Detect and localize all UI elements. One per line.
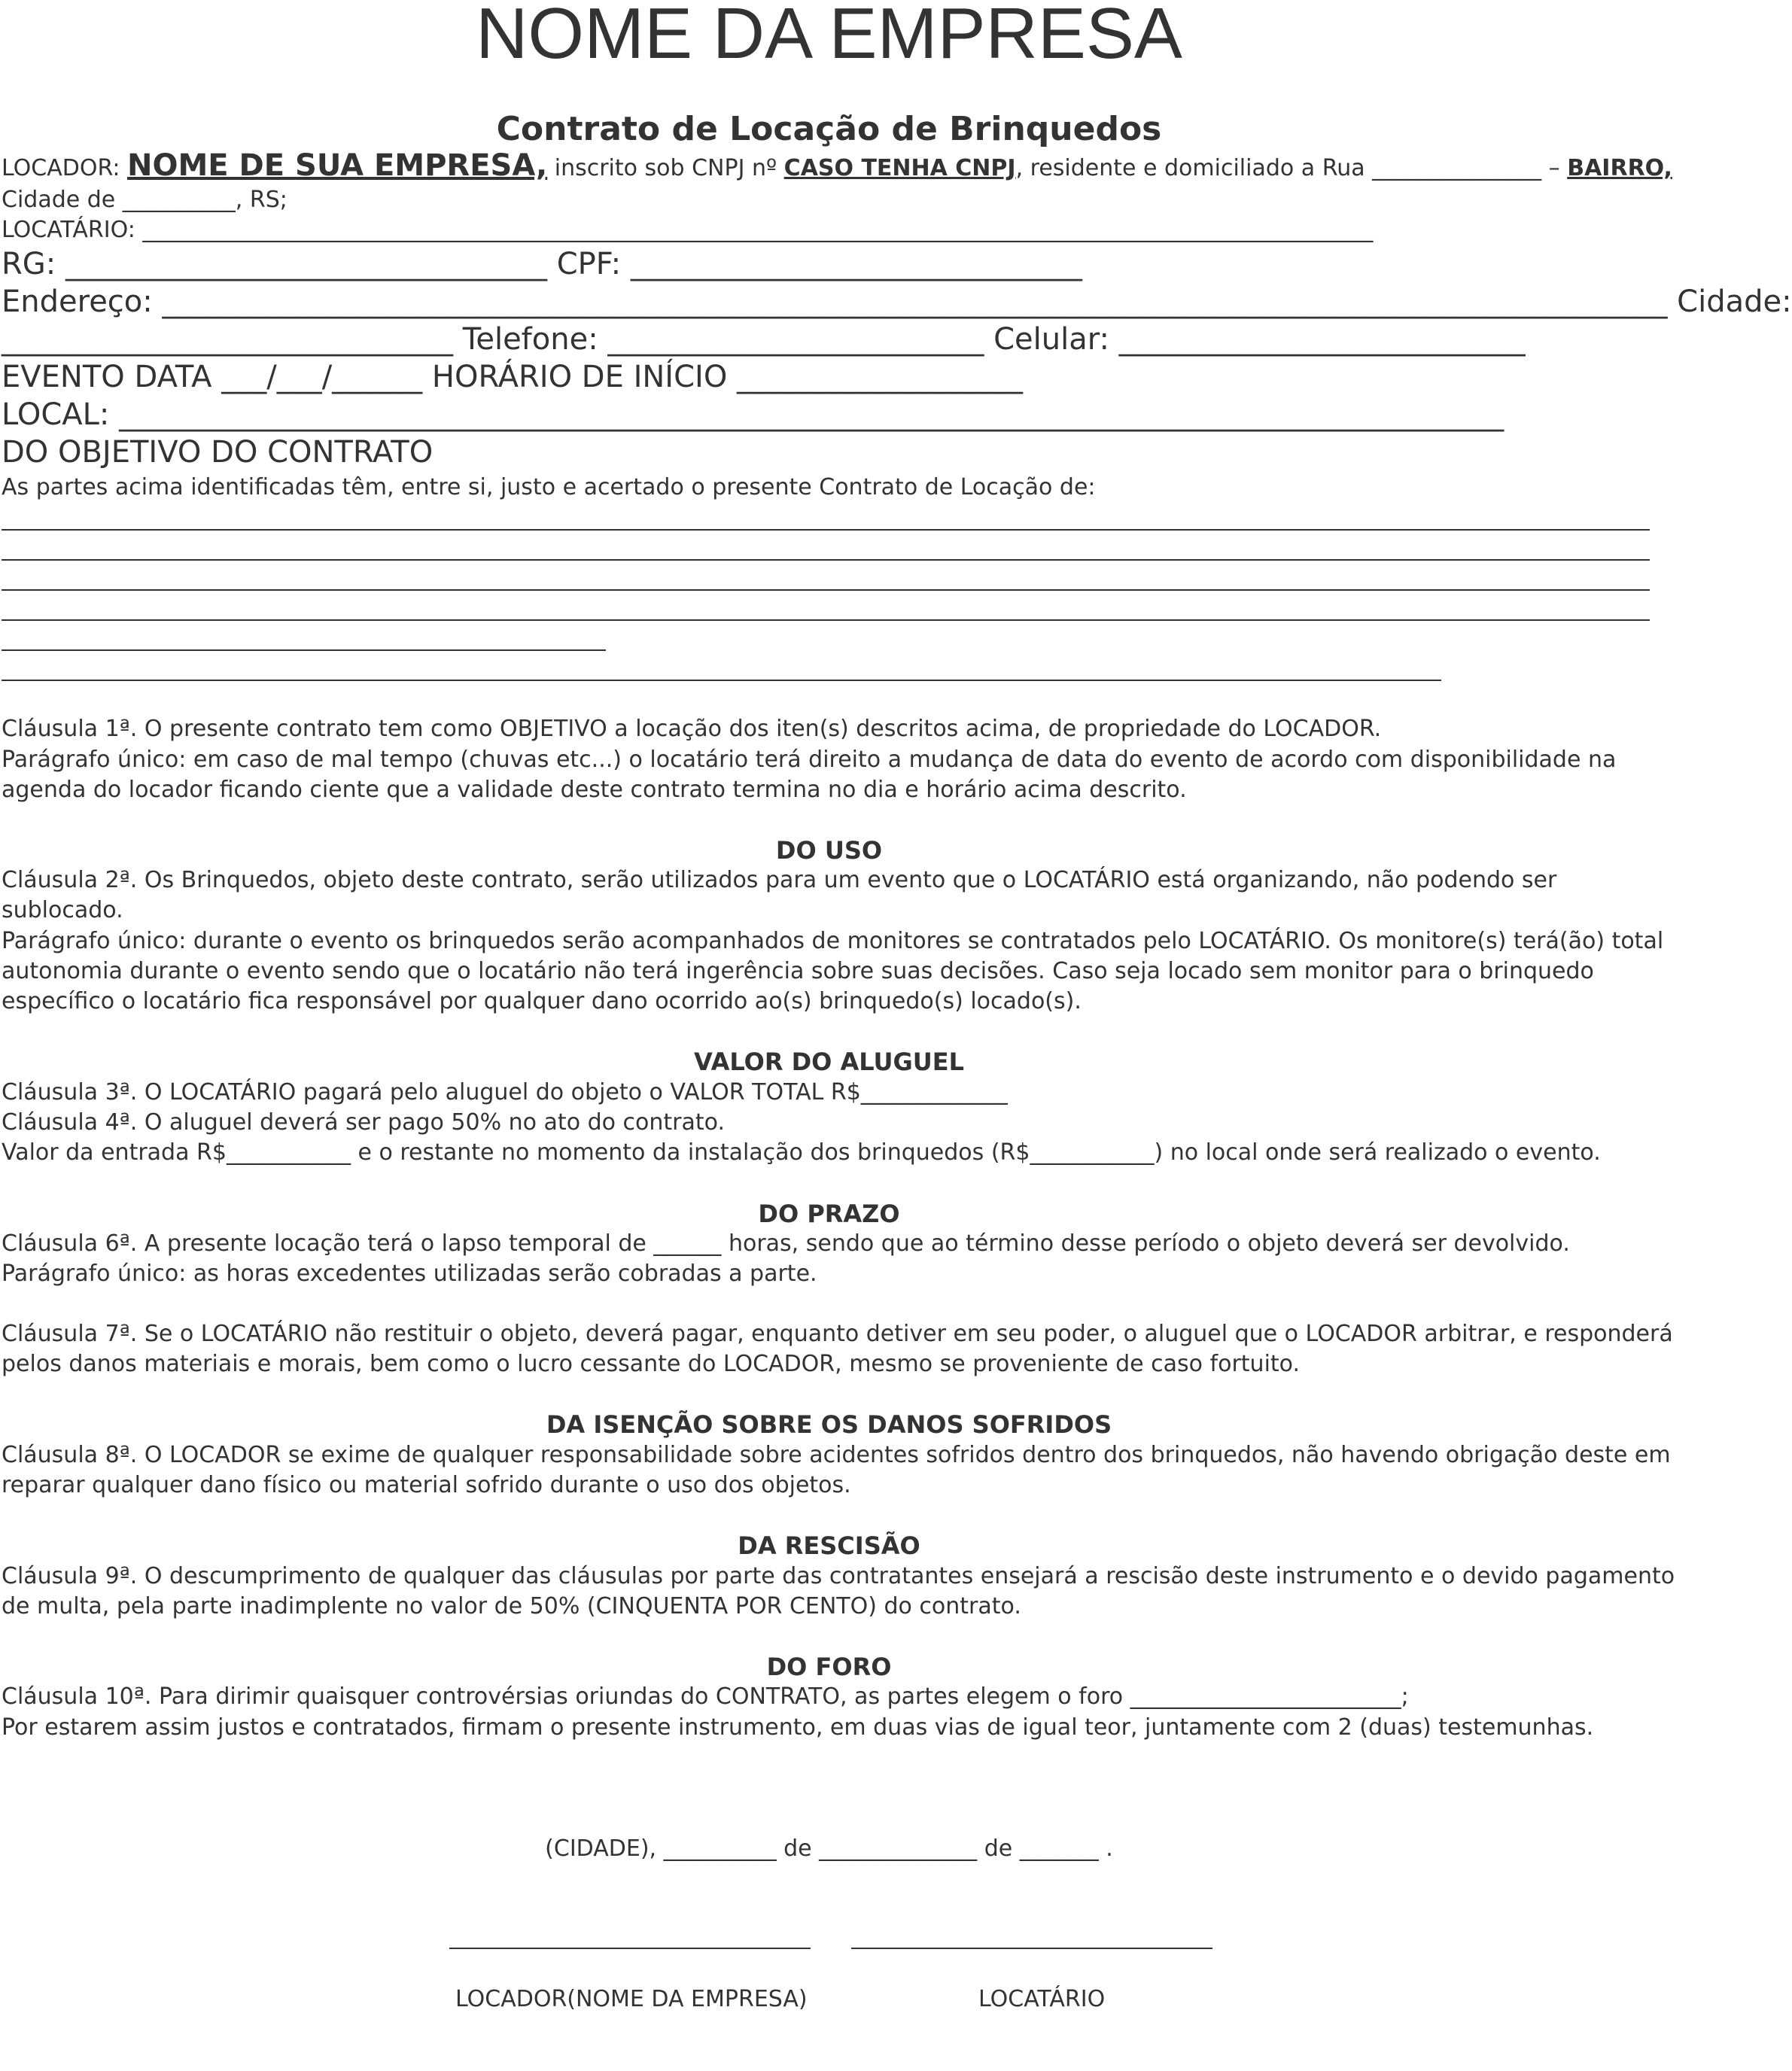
blank-line-5: [2, 649, 606, 651]
clause-10: Cláusula 10ª. Para dirimir quaisquer controvérsias oriundas do CONTRATO, as partes elegem o foro ________________________;: [2, 1683, 1409, 1710]
contract-title: Contrato de Locação de Brinquedos: [496, 110, 1162, 148]
endereco-line: Endereço: ____________________________________________________________________________________________________ Cidade:: [2, 284, 1792, 319]
entrada-line: Valor da entrada R$___________ e o restante no momento da instalação dos brinquedos (R$___________) no local onde será realizado o evento.: [2, 1139, 1601, 1166]
company-title: NOME DA EMPRESA: [476, 0, 1182, 74]
local-line: LOCAL: ____________________________________________________________________________________________: [2, 397, 1504, 432]
heading-do-prazo: DO PRAZO: [758, 1200, 900, 1228]
clause-9-line-2: de multa, pela parte inadimplente no valor de 50% (CINQUENTA POR CENTO) do contrato.: [2, 1593, 1021, 1619]
locador-prefix: LOCADOR:: [2, 155, 128, 181]
clause-8-line-1: Cláusula 8ª. O LOCADOR se exime de qualquer responsabilidade sobre acidentes sofridos dentro dos brinquedos, não havendo obrigação deste em: [2, 1442, 1671, 1468]
clause-4: Cláusula 4ª. O aluguel deverá ser pago 50% no ato do contrato.: [2, 1109, 725, 1136]
locador-cnpj-text: inscrito sob CNPJ nº: [547, 155, 784, 181]
locatario-signature-line: [851, 1948, 1212, 1949]
objetivo-heading: DO OBJETIVO DO CONTRATO: [2, 435, 434, 470]
locador-signature-label: LOCADOR(NOME DA EMPRESA): [455, 1986, 808, 2012]
clause-7-line-2: pelos danos materiais e morais, bem como o lucro cessante do LOCADOR, mesmo se proveniente de caso fortuito.: [2, 1351, 1301, 1377]
clause-1: Cláusula 1ª. O presente contrato tem como OBJETIVO a locação dos iten(s) descritos acima, de propriedade do LOCADOR.: [2, 716, 1382, 742]
closing-statement: Por estarem assim justos e contratados, firmam o presente instrumento, em duas vias de igual teor, juntamente com 2 (duas) testemunhas.: [2, 1714, 1594, 1741]
locador-bairro: BAIRRO,: [1567, 155, 1672, 181]
locatario-line: LOCATÁRIO: _____________________________________________________________________________________________________________: [2, 217, 1374, 243]
clause-2-paragraph-line-1: Parágrafo único: durante o evento os brinquedos serão acompanhados de monitores se contratados pelo LOCATÁRIO. Os monitore(s) terá(ão) total: [2, 928, 1664, 954]
telefone-celular-line: ______________________________ Telefone: _________________________ Celular: ___________________________: [2, 322, 1526, 357]
clause-6-paragraph: Parágrafo único: as horas excedentes utilizadas serão cobradas a parte.: [2, 1261, 817, 1287]
clause-1-paragraph-line-2: agenda do locador ficando ciente que a validade deste contrato termina no dia e horário acima descrito.: [2, 777, 1187, 803]
clause-8-line-2: reparar qualquer dano físico ou material sofrido durante o uso dos objetos.: [2, 1472, 851, 1498]
clause-7-line-1: Cláusula 7ª. Se o LOCATÁRIO não restituir o objeto, deverá pagar, enquanto detiver em seu poder, o aluguel que o LOCADOR arbitrar, e responderá: [2, 1321, 1673, 1347]
locatario-signature-label: LOCATÁRIO: [978, 1986, 1106, 2012]
blank-line-2: [2, 559, 1650, 561]
clause-9-line-1: Cláusula 9ª. O descumprimento de qualquer das cláusulas por parte das contratantes ensejará a rescisão deste instrumento e o devido pagamento: [2, 1563, 1675, 1589]
clause-3: Cláusula 3ª. O LOCATÁRIO pagará pelo aluguel do objeto o VALOR TOTAL R$_____________: [2, 1079, 1008, 1105]
heading-da-isencao: DA ISENÇÃO SOBRE OS DANOS SOFRIDOS: [546, 1410, 1112, 1439]
heading-valor-do-aluguel: VALOR DO ALUGUEL: [694, 1048, 964, 1076]
clause-2-paragraph-line-2: autonomia durante o evento sendo que o locatário não terá ingerência sobre suas decisões. Caso seja locado sem monitor para o brinquedo: [2, 958, 1594, 984]
clause-2-paragraph-line-3: específico o locatário fica responsável por qualquer dano ocorrido ao(s) brinquedo(s) locado(s).: [2, 988, 1082, 1014]
clause-2-line-2: sublocado.: [2, 897, 123, 923]
blank-line-3: [2, 589, 1650, 591]
blank-line-6: [2, 680, 1441, 681]
signature-date-line: (CIDADE), __________ de ______________ de _______ .: [545, 1835, 1113, 1862]
clause-6: Cláusula 6ª. A presente locação terá o lapso temporal de ______ horas, sendo que ao término desse período o objeto deverá ser devolvido.: [2, 1230, 1570, 1257]
evento-line: EVENTO DATA ___/___/______ HORÁRIO DE INÍCIO ___________________: [2, 360, 1024, 394]
locador-company-name: NOME DE SUA EMPRESA,: [127, 148, 548, 183]
objetivo-text: As partes acima identificadas têm, entre si, justo e acertado o presente Contrato de Locação de:: [2, 474, 1096, 500]
heading-do-foro: DO FORO: [766, 1653, 892, 1681]
clause-2-line-1: Cláusula 2ª. Os Brinquedos, objeto deste contrato, serão utilizados para um evento que o LOCATÁRIO está organizando, não podendo ser: [2, 867, 1557, 893]
locador-address-text: , residente e domiciliado a Rua _______________ –: [1015, 155, 1568, 181]
blank-line-4: [2, 619, 1650, 621]
heading-do-uso: DO USO: [775, 836, 883, 865]
locador-cnpj-value: CASO TENHA CNPJ: [783, 155, 1016, 181]
locador-city-line: Cidade de __________, RS;: [2, 187, 288, 213]
rg-cpf-line: RG: ________________________________ CPF: ______________________________: [2, 247, 1082, 281]
locador-signature-line: [449, 1948, 811, 1949]
heading-da-rescisao: DA RESCISÃO: [738, 1531, 920, 1560]
clause-1-paragraph-line-1: Parágrafo único: em caso de mal tempo (chuvas etc...) o locatário terá direito a mudança de data do evento de acordo com disponibilidade na: [2, 747, 1617, 773]
blank-line-1: [2, 529, 1650, 531]
locador-line: [2, 148, 1672, 184]
